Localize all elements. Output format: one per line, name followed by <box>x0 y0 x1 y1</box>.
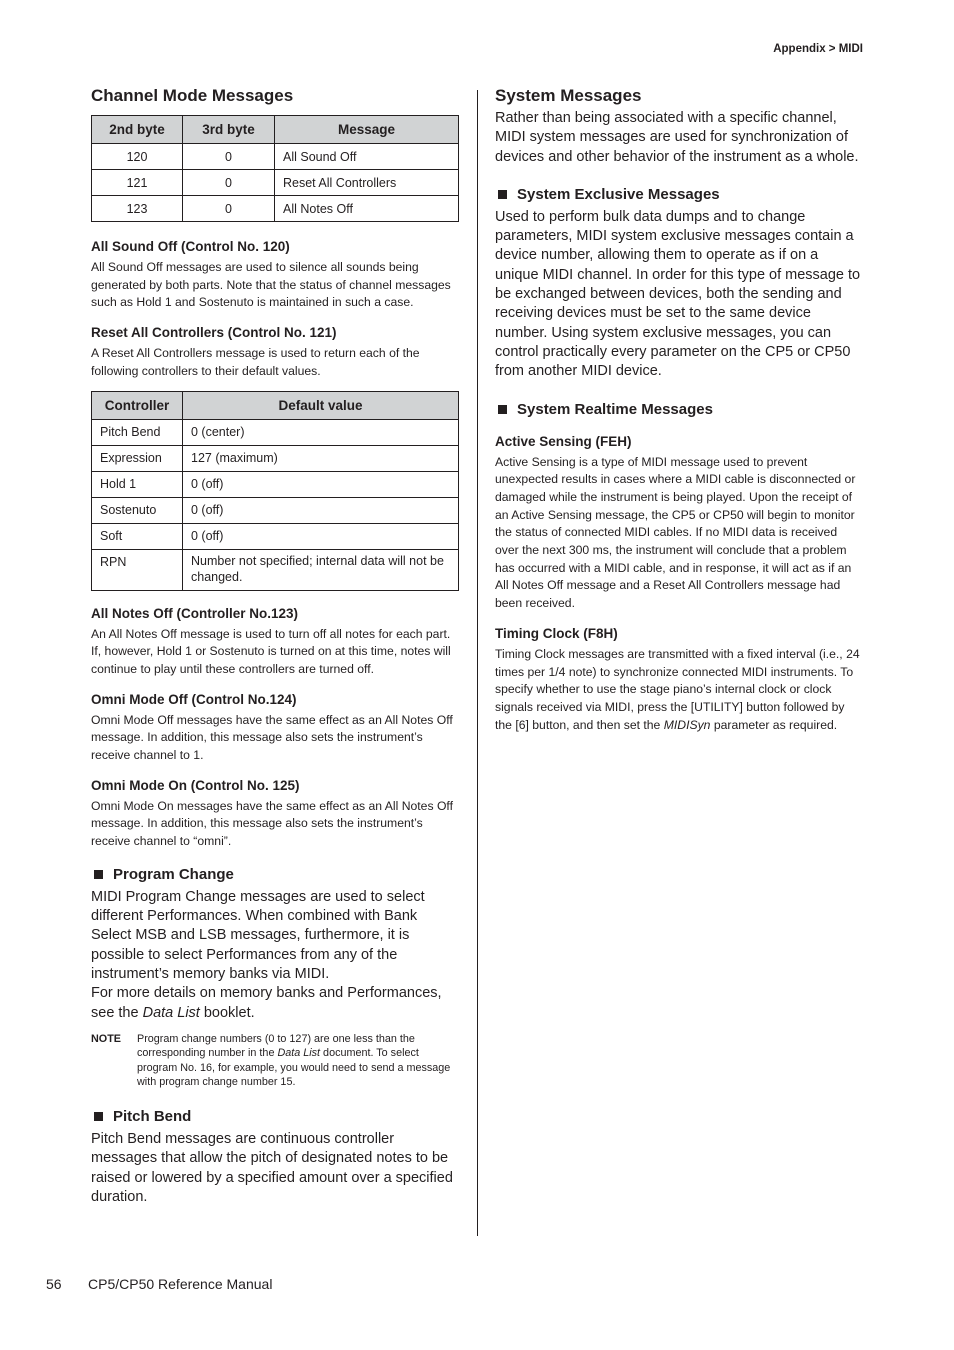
table-header: Message <box>275 116 459 144</box>
table-cell: 120 <box>92 144 183 170</box>
square-bullet-icon <box>498 405 507 414</box>
square-bullet-icon <box>94 870 103 879</box>
table-row <box>92 523 459 549</box>
pitch-bend-text: Pitch Bend messages are continuous controller messages that allow the pitch of designated notes to be raised or lowered by a specified amount over a specified duration. <box>91 1130 453 1205</box>
active-sensing-heading: Active Sensing (FEH) <box>495 433 632 449</box>
page-footer <box>46 1276 272 1292</box>
program-change-text: MIDI Program Change messages are used to select different Performances. When combined with Bank Select MSB and LSB messages, furthermore, it is possible to select Performances from any of the instrument’s memory banks via MIDI. <box>91 888 425 983</box>
omni-on-heading: Omni Mode On (Control No. 125) <box>91 777 300 793</box>
reset-all-text: A Reset All Controllers message is used to return each of the following controllers to their default values. <box>91 346 420 378</box>
table-cell: 0 (off) <box>183 497 459 523</box>
table-header: 3rd byte <box>183 116 275 144</box>
channel-mode-table <box>91 115 459 222</box>
channel-mode-heading: Channel Mode Messages <box>91 86 294 105</box>
table-cell: 123 <box>92 196 183 222</box>
left-column <box>91 86 459 1207</box>
table-header: 2nd byte <box>92 116 183 144</box>
table-cell: Soft <box>92 523 183 549</box>
note-label: NOTE <box>91 1032 121 1045</box>
table-cell: 0 <box>183 144 275 170</box>
table-cell: Sostenuto <box>92 497 183 523</box>
column-divider <box>477 90 478 1236</box>
active-sensing-text: Active Sensing is a type of MIDI message used to prevent unexpected results in cases where a MIDI cable is disconnected or damaged while the instrument is being played. Upon the receipt of an Active Sensing message, the CP5 or CP50 will begin to monitor the status of connected MIDI cables. If no MIDI data is received over the next 300 ms, the instrument will conclude that a problem has occurred with a MIDI cable, and in response, it will act as if an All Notes Off message and a Reset All Controllers message had been received. <box>495 454 856 611</box>
program-change-heading: Program Change <box>91 865 459 885</box>
breadcrumb: Appendix > MIDI <box>773 43 863 55</box>
system-messages-heading: System Messages <box>495 86 642 105</box>
table-row <box>92 445 459 471</box>
timing-clock-heading: Timing Clock (F8H) <box>495 625 618 641</box>
note-text: Program change numbers (0 to 127) are one less than the corresponding number in the Data List document. To select program No. 16, for example, you would need to send a message with program change number 15. <box>137 1032 451 1089</box>
table-row <box>92 170 459 196</box>
table-cell: Reset All Controllers <box>275 170 459 196</box>
table-cell: RPN <box>92 549 183 590</box>
table-cell: 0 <box>183 196 275 222</box>
table-row <box>92 144 459 170</box>
pitch-bend-heading: Pitch Bend <box>91 1107 459 1127</box>
table-cell: 0 (off) <box>183 523 459 549</box>
all-notes-off-heading: All Notes Off (Controller No.123) <box>91 605 299 621</box>
all-sound-off-text: All Sound Off messages are used to silence all sounds being generated by both parts. Note that the status of channel messages such as Hold 1 and Sostenuto is maintained in such a case. <box>91 260 451 310</box>
table-header: Default value <box>183 391 459 419</box>
system-messages-text: Rather than being associated with a specific channel, MIDI system messages are used for synchronization of devices and other behavior of the instrument as a whole. <box>495 110 859 165</box>
table-row <box>92 549 459 590</box>
controller-defaults-table <box>91 391 459 591</box>
table-cell: 127 (maximum) <box>183 445 459 471</box>
square-bullet-icon <box>498 190 507 199</box>
table-cell: Pitch Bend <box>92 419 183 445</box>
table-cell: All Sound Off <box>275 144 459 170</box>
omni-off-text: Omni Mode Off messages have the same effect as an All Notes Off message. In addition, this message also sets the instrument’s receive channel to 1. <box>91 712 453 763</box>
manual-title: CP5/CP50 Reference Manual <box>88 1276 273 1292</box>
omni-off-heading: Omni Mode Off (Control No.124) <box>91 691 297 707</box>
sysex-text: Used to perform bulk data dumps and to change parameters, MIDI system exclusive messages contain a device number, allowing them to operate as if on a unique MIDI channel. In order for this type of message to be exchanged between devices, both the sending and receiving devices must be set to the same device number. Using system exclusive messages, you can control practically every parameter on the CP5 or CP50 from another MIDI device. <box>495 208 861 380</box>
table-cell: 121 <box>92 170 183 196</box>
square-bullet-icon <box>94 1112 103 1121</box>
omni-on-text: Omni Mode On messages have the same effect as an All Notes Off message. In addition, this message also sets the instrument’s receive channel to “omni”. <box>91 798 453 849</box>
all-sound-off-heading: All Sound Off (Control No. 120) <box>91 239 290 254</box>
table-cell: All Notes Off <box>275 196 459 222</box>
table-row <box>92 419 459 445</box>
table-cell: Hold 1 <box>92 471 183 497</box>
right-column <box>495 86 863 734</box>
reset-all-heading: Reset All Controllers (Control No. 121) <box>91 325 337 341</box>
table-header: Controller <box>92 391 183 419</box>
table-cell: Number not specified; internal data will not be changed. <box>183 549 459 590</box>
program-change-text-2: For more details on memory banks and Performances, see the Data List booklet. <box>91 985 442 1021</box>
sysex-heading: System Exclusive Messages <box>495 185 863 205</box>
realtime-heading: System Realtime Messages <box>495 400 863 420</box>
table-cell: 0 <box>183 170 275 196</box>
table-row <box>92 196 459 222</box>
all-notes-off-text: An All Notes Off message is used to turn off all notes for each part. If, however, Hold 1 or Sostenuto is turned on at this time, notes will continue to play until these controllers are turned off. <box>91 626 451 676</box>
table-cell: 0 (center) <box>183 419 459 445</box>
timing-clock-text: Timing Clock messages are transmitted with a fixed interval (i.e., 24 times per 1/4 note) to synchronize connected MIDI instruments. To specify whether to use the stage piano’s internal clock or clock signals received via MIDI, press the [UTILITY] button followed by the [6] button, and then set the MIDISyn parameter as required. <box>495 646 860 732</box>
program-change-note <box>91 1032 459 1090</box>
page-number: 56 <box>46 1276 62 1292</box>
table-row <box>92 471 459 497</box>
table-row <box>92 497 459 523</box>
table-cell: 0 (off) <box>183 471 459 497</box>
table-cell: Expression <box>92 445 183 471</box>
